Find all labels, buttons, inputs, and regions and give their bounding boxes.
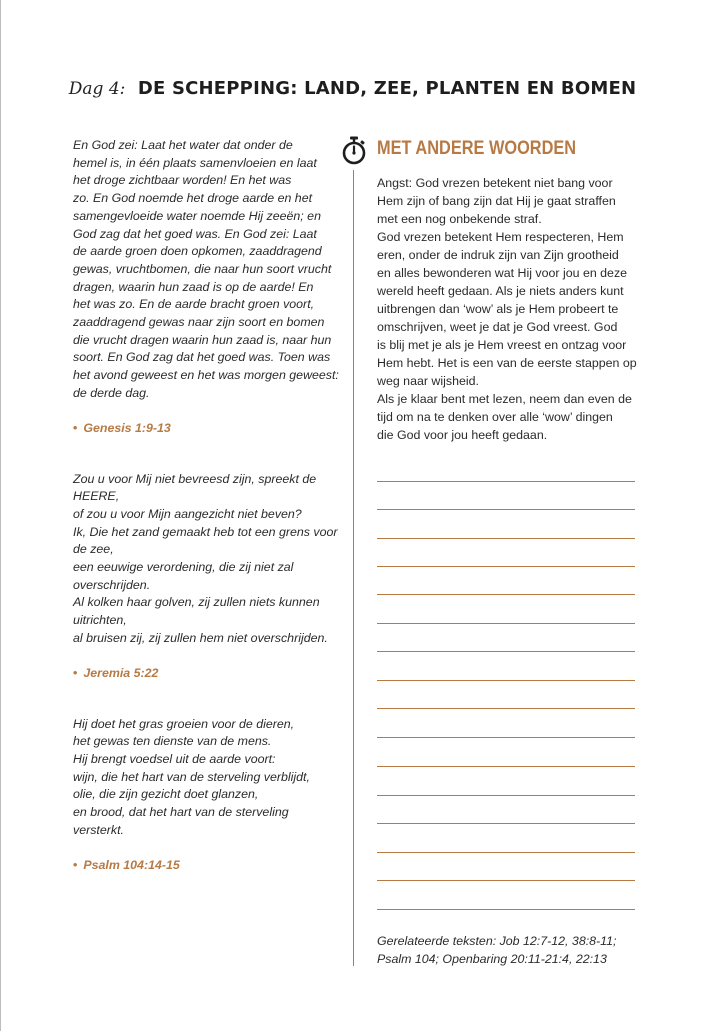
related-texts bbox=[377, 932, 616, 968]
body-line: die God voor jou heeft gedaan. bbox=[377, 428, 548, 442]
body-line: Hem zijn of bang zijn dat Hij je gaat straffen bbox=[377, 194, 616, 208]
body-line: wereld heeft gedaan. Als je niets anders kunt bbox=[377, 284, 624, 298]
scripture-quote bbox=[73, 471, 345, 648]
body-line: is blij met je als je Hem vreest en ontzag voor bbox=[377, 338, 627, 352]
body-line: tijd om na te denken over alle ‘wow’ dingen bbox=[377, 410, 613, 424]
explanation-text bbox=[377, 174, 647, 444]
quote-line: Hij brengt voedsel uit de aarde voort: bbox=[73, 751, 276, 766]
writing-line[interactable] bbox=[377, 766, 635, 767]
scripture-reference bbox=[73, 858, 345, 872]
title-text: DE SCHEPPING: LAND, ZEE, PLANTEN EN BOMEN bbox=[137, 78, 637, 99]
writing-line[interactable] bbox=[377, 594, 635, 595]
scripture-quote bbox=[73, 137, 345, 403]
body-line: omschrijven, weet je dat je God vreest. God bbox=[377, 320, 618, 334]
quote-line: het droge zichtbaar worden! En het was bbox=[73, 173, 292, 188]
bullet-icon: • bbox=[73, 665, 78, 680]
quote-line: wijn, die het hart van de sterveling verblijdt, bbox=[73, 769, 310, 784]
scripture-quote bbox=[73, 716, 345, 840]
quote-line: samengevloeide water noemde Hij zeeën; en bbox=[73, 208, 321, 223]
body-line: Angst: God vrezen betekent niet bang voor bbox=[377, 176, 613, 190]
quote-line: soort. En God zag dat het goed was. Toen was bbox=[73, 350, 331, 365]
quote-line: God zag dat het goed was. En God zei: Laat bbox=[73, 226, 317, 241]
section-heading: MET ANDERE WOORDEN bbox=[377, 138, 577, 159]
writing-line[interactable] bbox=[377, 566, 635, 567]
quote-line: overschrijden. bbox=[73, 577, 151, 592]
quote-line: zaaddragend gewas naar zijn soort en bomen bbox=[73, 315, 325, 330]
quote-line: en brood, dat het hart van de sterveling bbox=[73, 805, 289, 820]
scripture-reference bbox=[73, 421, 345, 435]
day-label: Dag 4: bbox=[68, 79, 126, 99]
writing-line[interactable] bbox=[377, 680, 635, 681]
quote-line: Zou u voor Mij niet bevreesd zijn, spreekt de bbox=[73, 471, 317, 486]
quote-line: olie, die zijn gezicht doet glanzen, bbox=[73, 787, 259, 802]
reference-text: Psalm 104:14-15 bbox=[83, 857, 180, 872]
writing-line[interactable] bbox=[377, 481, 635, 482]
body-line: God vrezen betekent Hem respecteren, Hem bbox=[377, 230, 624, 244]
bullet-icon: • bbox=[73, 857, 78, 872]
quote-line: uitrichten, bbox=[73, 613, 127, 628]
quote-line: gewas, vruchtbomen, die naar hun soort vrucht bbox=[73, 261, 332, 276]
quote-line: zo. En God noemde het droge aarde en het bbox=[73, 191, 313, 206]
body-line: Hem hebt. Het is een van de eerste stappen op bbox=[377, 356, 637, 370]
quote-line: de zee, bbox=[73, 542, 114, 557]
page-title bbox=[0, 78, 705, 99]
left-column bbox=[73, 137, 345, 872]
quote-line: de derde dag. bbox=[73, 385, 150, 400]
reference-text: Jeremia 5:22 bbox=[83, 665, 159, 680]
writing-line[interactable] bbox=[377, 737, 635, 738]
page-edge bbox=[0, 0, 1, 1031]
writing-line[interactable] bbox=[377, 651, 635, 652]
quote-line: al bruisen zij, zij zullen hem niet overschrijden. bbox=[73, 630, 328, 645]
quote-line: het avond geweest en het was morgen geweest: bbox=[73, 368, 339, 383]
writing-line[interactable] bbox=[377, 509, 635, 510]
writing-line[interactable] bbox=[377, 623, 635, 624]
quote-line: versterkt. bbox=[73, 822, 124, 837]
related-line: Gerelateerde teksten: Job 12:7-12, 38:8-11; bbox=[377, 934, 617, 948]
writing-line[interactable] bbox=[377, 880, 635, 881]
body-line: eren, onder de indruk zijn van Zijn grootheid bbox=[377, 248, 619, 262]
quote-line: Ik, Die het zand gemaakt heb tot een grens voor bbox=[73, 524, 338, 539]
writing-line[interactable] bbox=[377, 708, 635, 709]
body-line: en alles bewonderen wat Hij voor jou en deze bbox=[377, 266, 628, 280]
quote-line: een eeuwige verordening, die zij niet zal bbox=[73, 560, 294, 575]
bullet-icon: • bbox=[73, 420, 78, 435]
reference-text: Genesis 1:9-13 bbox=[83, 420, 171, 435]
body-line: uitbrengen dan ‘wow’ als je Hem probeert te bbox=[377, 302, 619, 316]
writing-line[interactable] bbox=[377, 795, 635, 796]
writing-line[interactable] bbox=[377, 538, 635, 539]
quote-line: die vrucht dragen waarin hun zaad is, naar hun bbox=[73, 332, 332, 347]
quote-line: het gewas ten dienste van de mens. bbox=[73, 734, 272, 749]
quote-line: Al kolken haar golven, zij zullen niets kunnen bbox=[73, 595, 320, 610]
quote-line: dragen, waarin hun zaad is op de aarde! En bbox=[73, 279, 314, 294]
quote-line: En God zei: Laat het water dat onder de bbox=[73, 138, 293, 152]
writing-line[interactable] bbox=[377, 852, 635, 853]
column-divider bbox=[353, 170, 354, 966]
body-line: met een nog onbekende straf. bbox=[377, 212, 542, 226]
scripture-reference bbox=[73, 666, 345, 680]
quote-line: het was zo. En de aarde bracht groen voort, bbox=[73, 297, 315, 312]
quote-line: Hij doet het gras groeien voor de dieren, bbox=[73, 716, 295, 731]
quote-line: of zou u voor Mijn aangezicht niet beven? bbox=[73, 506, 302, 521]
stopwatch-icon bbox=[340, 136, 368, 166]
quote-line: HEERE, bbox=[73, 489, 120, 504]
body-line: Als je klaar bent met lezen, neem dan even de bbox=[377, 392, 632, 406]
quote-line: hemel is, in één plaats samenvloeien en laat bbox=[73, 155, 317, 170]
related-line: Psalm 104; Openbaring 20:11-21:4, 22:13 bbox=[377, 952, 607, 966]
writing-line[interactable] bbox=[377, 823, 635, 824]
quote-line: de aarde groen doen opkomen, zaaddragend bbox=[73, 244, 322, 259]
body-line: weg naar wijsheid. bbox=[377, 374, 479, 388]
writing-line[interactable] bbox=[377, 909, 635, 910]
